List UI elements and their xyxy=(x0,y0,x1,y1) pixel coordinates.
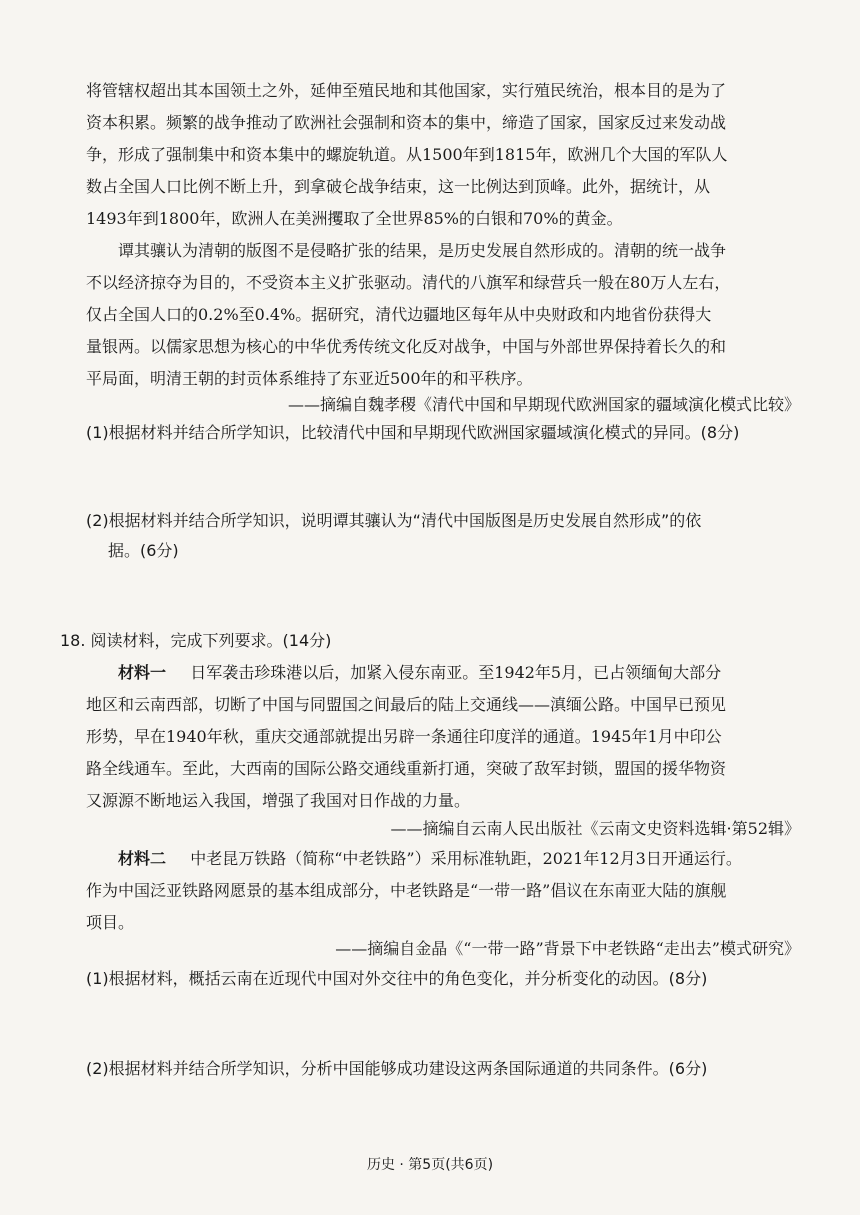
q18-text-line: 地区和云南西部，切断了中国与同盟国之间最后的陆上交通线——滇缅公路。中国早已预见 xyxy=(86,695,727,714)
q18-material-1-source: ——摘编自云南人民出版社《云南文史资料选辑·第52辑》 xyxy=(390,819,800,838)
q17-text-line: 争，形成了强制集中和资本集中的螺旋轨道。从1500年到1815年，欧洲几个大国的军队人 xyxy=(86,145,728,164)
q18-material-2-first-line xyxy=(118,848,742,870)
q18-text-line: 项目。 xyxy=(86,913,135,932)
q17-text-line: 谭其骧认为清朝的版图不是侵略扩张的结果，是历史发展自然形成的。清朝的统一战争 xyxy=(118,241,727,260)
q18-text-line: 形势，早在1940年秋，重庆交通部就提出另辟一条通往印度洋的通道。1945年1月中印公 xyxy=(86,727,722,746)
q17-text-line: 将管辖权超出其本国领土之外，延伸至殖民地和其他国家，实行殖民统治，根本目的是为了 xyxy=(86,81,727,100)
material-2-label: 材料二 xyxy=(118,849,167,868)
q18-text-line: 路全线通车。至此，大西南的国际公路交通线重新打通，突破了敌军封锁，盟国的援华物资 xyxy=(86,759,727,778)
q17-text-line: 不以经济掠夺为目的，不受资本主义扩张驱动。清代的八旗军和绿营兵一般在80万人左右， xyxy=(86,273,731,292)
q17-source: ——摘编自魏孝稷《清代中国和早期现代欧洲国家的疆域演化模式比较》 xyxy=(287,395,800,414)
q17-text-line: 1493年到1800年，欧洲人在美洲攫取了全世界85%的白银和70%的黄金。 xyxy=(86,209,623,228)
q18-material-1-first-line xyxy=(118,662,721,684)
material-2-text: 中老昆万铁路（简称“中老铁路”）采用标准轨距，2021年12月3日开通运行。 xyxy=(190,849,742,868)
q17-text-line: 仅占全国人口的0.2%至0.4%。据研究，清代边疆地区每年从中央财政和内地省份获得大 xyxy=(86,305,712,324)
material-1-text: 日军袭击珍珠港以后，加紧入侵东南亚。至1942年5月，已占领缅甸大部分 xyxy=(190,663,722,682)
q18-text-line: 作为中国泛亚铁路网愿景的基本组成部分，中老铁路是“一带一路”倡议在东南亚大陆的旗舰 xyxy=(86,881,727,900)
q18-heading: 18. 阅读材料，完成下列要求。(14分) xyxy=(60,631,332,650)
q17-text-line: 量银两。以儒家思想为核心的中华优秀传统文化反对战争，中国与外部世界保持着长久的和 xyxy=(86,337,727,356)
q17-text-line: 资本积累。频繁的战争推动了欧洲社会强制和资本的集中，缔造了国家，国家反过来发动战 xyxy=(86,113,727,132)
q17-text-line: 数占全国人口比例不断上升，到拿破仑战争结束，这一比例达到顶峰。此外，据统计，从 xyxy=(86,177,711,196)
q17-subquestion-2-cont: 据。(6分) xyxy=(108,541,179,560)
q17-text-line: 平局面，明清王朝的封贡体系维持了东亚近500年的和平秩序。 xyxy=(86,369,533,388)
q18-subquestion-2: (2)根据材料并结合所学知识，分析中国能够成功建设这两条国际通道的共同条件。(6分) xyxy=(86,1059,708,1078)
q17-subquestion-1: (1)根据材料并结合所学知识，比较清代中国和早期现代欧洲国家疆域演化模式的异同。(8分) xyxy=(86,423,740,442)
q18-material-2-source: ——摘编自金晶《“一带一路”背景下中老铁路“走出去”模式研究》 xyxy=(335,939,800,958)
q18-subquestion-1: (1)根据材料，概括云南在近现代中国对外交往中的角色变化，并分析变化的动因。(8分) xyxy=(86,969,708,988)
page-footer: 历史 · 第5页(共6页) xyxy=(366,1157,494,1173)
material-1-label: 材料一 xyxy=(118,663,167,682)
q18-text-line: 又源源不断地运入我国，增强了我国对日作战的力量。 xyxy=(86,791,471,810)
q17-subquestion-2: (2)根据材料并结合所学知识，说明谭其骧认为“清代中国版图是历史发展自然形成”的依 xyxy=(86,511,702,530)
